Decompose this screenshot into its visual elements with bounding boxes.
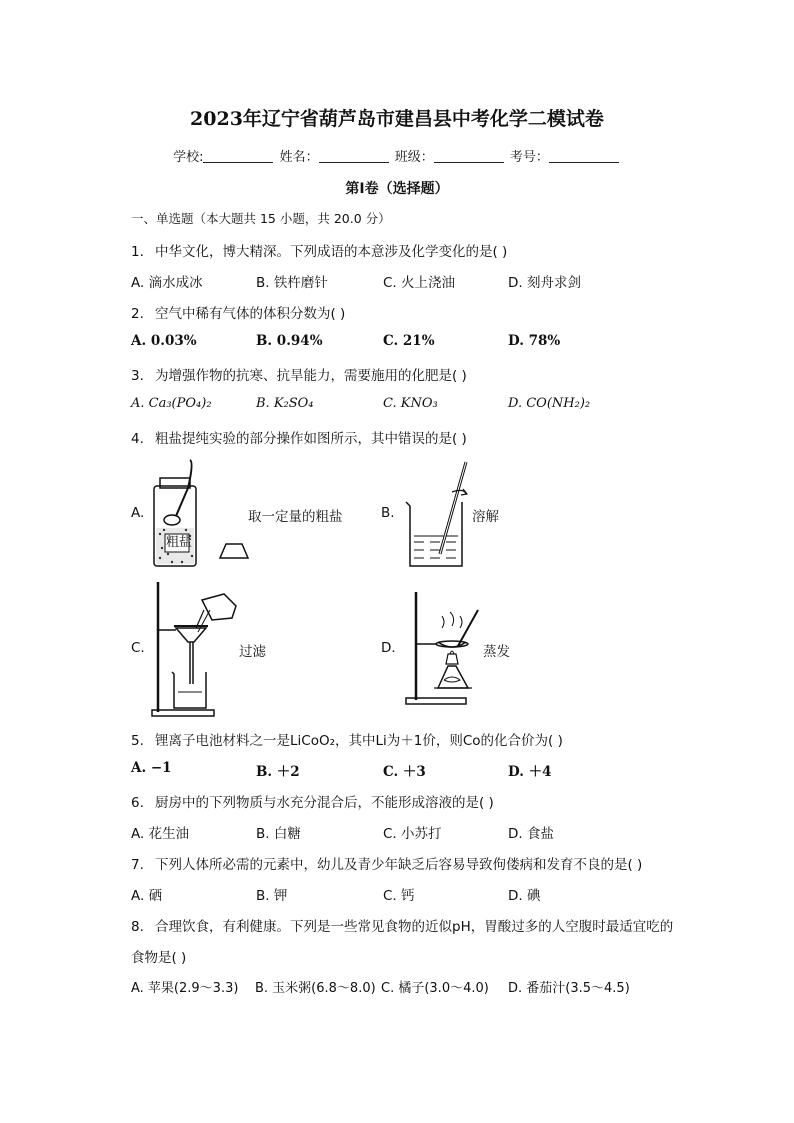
dissolving-beaker-figure <box>400 458 470 570</box>
option-c[interactable]: C. 小苏打 <box>383 826 442 842</box>
question-text-continued: 食物是( ) <box>131 950 187 966</box>
option-d[interactable]: D. 番茄汁(3.5～4.5) <box>508 981 630 996</box>
school-blank[interactable] <box>203 150 273 163</box>
question-number: 1. <box>131 244 144 260</box>
option-b[interactable]: B. 铁杵磨针 <box>256 275 328 291</box>
option-a[interactable]: A. Ca₃(PO₄)₂ <box>131 396 212 411</box>
exam-no-blank[interactable] <box>549 150 619 163</box>
option-c[interactable]: C. KNO₃ <box>383 396 438 411</box>
option-c[interactable]: C. 火上浇油 <box>383 275 456 291</box>
question-number: 3. <box>131 368 144 384</box>
question-2 <box>131 302 345 322</box>
option-a[interactable]: A. 花生油 <box>131 826 190 842</box>
question-text: 锂离子电池材料之一是LiCoO₂，其中Li为＋1价，则Co的化合价为( ) <box>155 733 563 749</box>
figure-d-caption: 蒸发 <box>483 644 510 660</box>
option-c[interactable]: C. 橘子(3.0～4.0) <box>381 981 489 996</box>
option-b[interactable]: B. 钾 <box>256 888 288 904</box>
question-8 <box>131 915 673 935</box>
option-a[interactable]: A. −1 <box>131 760 172 776</box>
class-blank[interactable] <box>434 150 504 163</box>
evaporation-figure <box>400 588 488 708</box>
exam-no-label: 考号： <box>509 150 549 165</box>
question-6 <box>131 791 494 811</box>
question-number: 8. <box>131 919 144 935</box>
option-b[interactable]: B. K₂SO₄ <box>256 396 314 411</box>
figure-a-caption: 取一定量的粗盐 <box>248 509 343 525</box>
figure-b-letter[interactable]: B. <box>381 505 395 521</box>
question-text: 下列人体所必需的元素中，幼儿及青少年缺乏后容易导致佝偻病和发育不良的是( ) <box>155 857 643 873</box>
option-b[interactable]: B. 0.94% <box>256 333 323 349</box>
name-blank[interactable] <box>319 150 389 163</box>
question-number: 2. <box>131 306 144 322</box>
option-b[interactable]: B. ＋2 <box>256 764 300 780</box>
question-text: 为增强作物的抗寒、抗旱能力，需要施用的化肥是( ) <box>155 368 467 384</box>
option-c[interactable]: C. 21% <box>383 333 435 349</box>
exam-title: 2023年辽宁省葫芦岛市建昌县中考化学二模试卷 <box>190 108 604 130</box>
question-5 <box>131 729 563 749</box>
figure-c-letter[interactable]: C. <box>131 640 145 656</box>
option-a[interactable]: A. 硒 <box>131 888 163 904</box>
question-text: 粗盐提纯实验的部分操作如图所示，其中错误的是( ) <box>155 431 467 447</box>
option-c[interactable]: C. 钙 <box>383 888 415 904</box>
filtration-figure <box>150 580 242 720</box>
option-b[interactable]: B. 白糖 <box>256 826 301 842</box>
question-number: 6. <box>131 795 144 811</box>
question-number: 7. <box>131 857 144 873</box>
question-text: 空气中稀有气体的体积分数为( ) <box>155 306 346 322</box>
class-label: 班级： <box>394 150 434 165</box>
question-text: 中华文化，博大精深。下列成语的本意涉及化学变化的是( ) <box>155 244 508 260</box>
option-d[interactable]: D. 碘 <box>508 888 541 904</box>
question-1 <box>131 240 507 260</box>
option-d[interactable]: D. 刻舟求剑 <box>508 275 581 291</box>
question-3 <box>131 364 467 384</box>
figure-d-letter[interactable]: D. <box>381 640 396 656</box>
school-label: 学校: <box>173 150 204 165</box>
question-8-continued <box>131 946 186 966</box>
option-d[interactable]: D. 78% <box>508 333 561 349</box>
option-a[interactable]: A. 苹果(2.9～3.3) <box>131 981 239 996</box>
coarse-salt-jar-figure <box>148 458 253 570</box>
question-text: 厨房中的下列物质与水充分混合后，不能形成溶液的是( ) <box>155 795 494 811</box>
option-a[interactable]: A. 0.03% <box>131 333 197 349</box>
figure-a-letter[interactable]: A. <box>131 505 145 521</box>
question-4 <box>131 427 467 447</box>
figure-b-caption: 溶解 <box>472 509 499 525</box>
name-label: 姓名： <box>279 150 319 165</box>
option-b[interactable]: B. 玉米粥(6.8～8.0) <box>255 981 376 996</box>
student-info-line <box>0 146 794 165</box>
question-text: 合理饮食，有利健康。下列是一些常见食物的近似pH，胃酸过多的人空腹时最适宜吃的 <box>155 919 674 935</box>
jar-label: 粗盐 <box>166 535 193 550</box>
option-c[interactable]: C. ＋3 <box>383 764 426 780</box>
question-number: 5. <box>131 733 144 749</box>
part-title: 一、单选题（本大题共 15 小题，共 20.0 分） <box>131 211 391 226</box>
question-number: 4. <box>131 431 144 447</box>
option-d[interactable]: D. 食盐 <box>508 826 554 842</box>
option-a[interactable]: A. 滴水成冰 <box>131 275 203 291</box>
option-d[interactable]: D. CO(NH₂)₂ <box>508 396 591 411</box>
option-d[interactable]: D. ＋4 <box>508 764 552 780</box>
section-title: 第I卷（选择题） <box>345 181 449 197</box>
question-7 <box>131 853 642 873</box>
figure-c-caption: 过滤 <box>239 644 266 660</box>
